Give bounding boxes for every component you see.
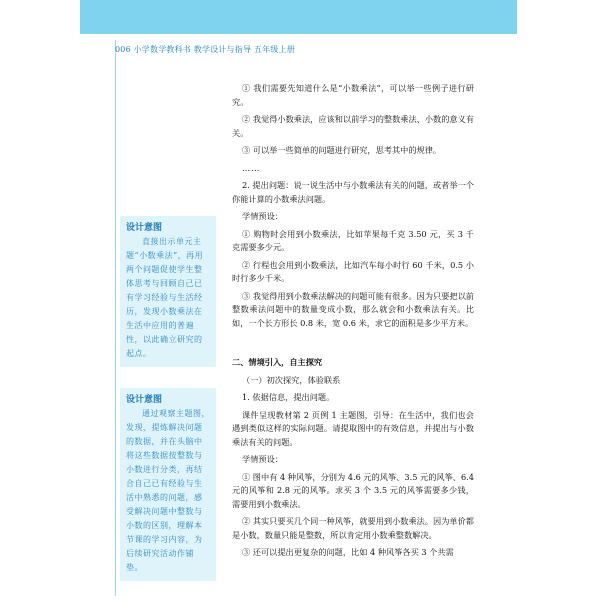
ellipsis: …… [242,162,261,173]
design-intent-note-2 [120,388,216,581]
label: 学情预设： [242,454,283,464]
main-content [232,82,474,564]
paragraph: ③ 我觉得用到小数乘法解决的问题可能有很多。因为只要把以前整数乘法问题中的数量变成小数，那么就会和小数乘法有关。比如，一个长方形长 0.8 米，宽 0.6 米，求它的面积是多少平方米。 [232,290,474,328]
step-heading: 1. 依据信息，提出问题。 [242,392,335,402]
paragraph: ① 图中有 4 种风筝，分别为 4.6 元的风筝、3.5 元的风筝、6.4 元的风筝和 2.8 元的风筝。求买 3 个 3.5 元的风筝需要多少钱，需要用到小数乘法。 [232,471,474,509]
running-header: 006 小学数学教科书 教学设计与指导 五年级上册 [115,45,295,54]
paragraph: ③ 还可以提出更复杂的问题，比如 4 种风筝各买 3 个共需 [242,547,454,557]
paragraph: 课件呈现教材第 2 页例 1 主题图，引导：在生活中，我们也会遇到类似这样的实际问题。请提取图中的有效信息，并提出与小数乘法有关的问题。 [232,409,474,447]
note-text: 通过观察主题图，发现、提炼解决问题的数据，并在头脑中将这些数据按整数与小数进行分类，再结合自己已有经验与生活中熟悉的问题，感受解决问题中整数与小数的区别，理解本节课的学习内容，为后续研究活动作铺垫。 [126,409,210,572]
design-intent-note-1 [120,216,216,367]
paragraph: ② 我觉得小数乘法，应该和以前学习的整数乘法、小数的意义有关。 [232,114,474,138]
paragraph: ② 其实只要买几个同一种风筝，就要用到小数乘法。因为单价都是小数，数量只能是整数，所以肯定用小数乘整数解决。 [232,516,474,540]
note-text: 直接出示单元主题“小数乘法”，再用两个问题促使学生整体思考与回顾自己已有学习经验与生活经历，发现小数乘法在生活中应用的普遍性，以此确立研究的起点。 [126,237,204,358]
paragraph: ① 我们需要先知道什么是“小数乘法”，可以举一些例子进行研究。 [232,83,474,107]
label: 学情预设： [242,211,283,221]
note-title: 设计意图 [126,395,163,405]
paragraph: 2. 提出问题：说一说生活中与小数乘法有关的问题，或者举一个你能计算的小数乘法问题。 [232,180,474,204]
paragraph: ② 行程也会用到小数乘法，比如汽车每小时行 60 千米，0.5 小时行多少千米。 [232,259,474,283]
subsection-heading: （一）初次探究，体验联系 [242,374,341,385]
section-heading: 二、情境引入，自主探究 [232,357,323,367]
paragraph: ③ 可以举一些简单的问题进行研究，思考其中的规律。 [242,145,442,155]
paragraph: ① 购物时会用到小数乘法，比如苹果每千克 3.50 元，买 3 千克需要多少元。 [232,228,474,252]
note-title: 设计意图 [126,223,163,233]
top-color-band [80,0,517,34]
margin-rule [115,40,116,596]
